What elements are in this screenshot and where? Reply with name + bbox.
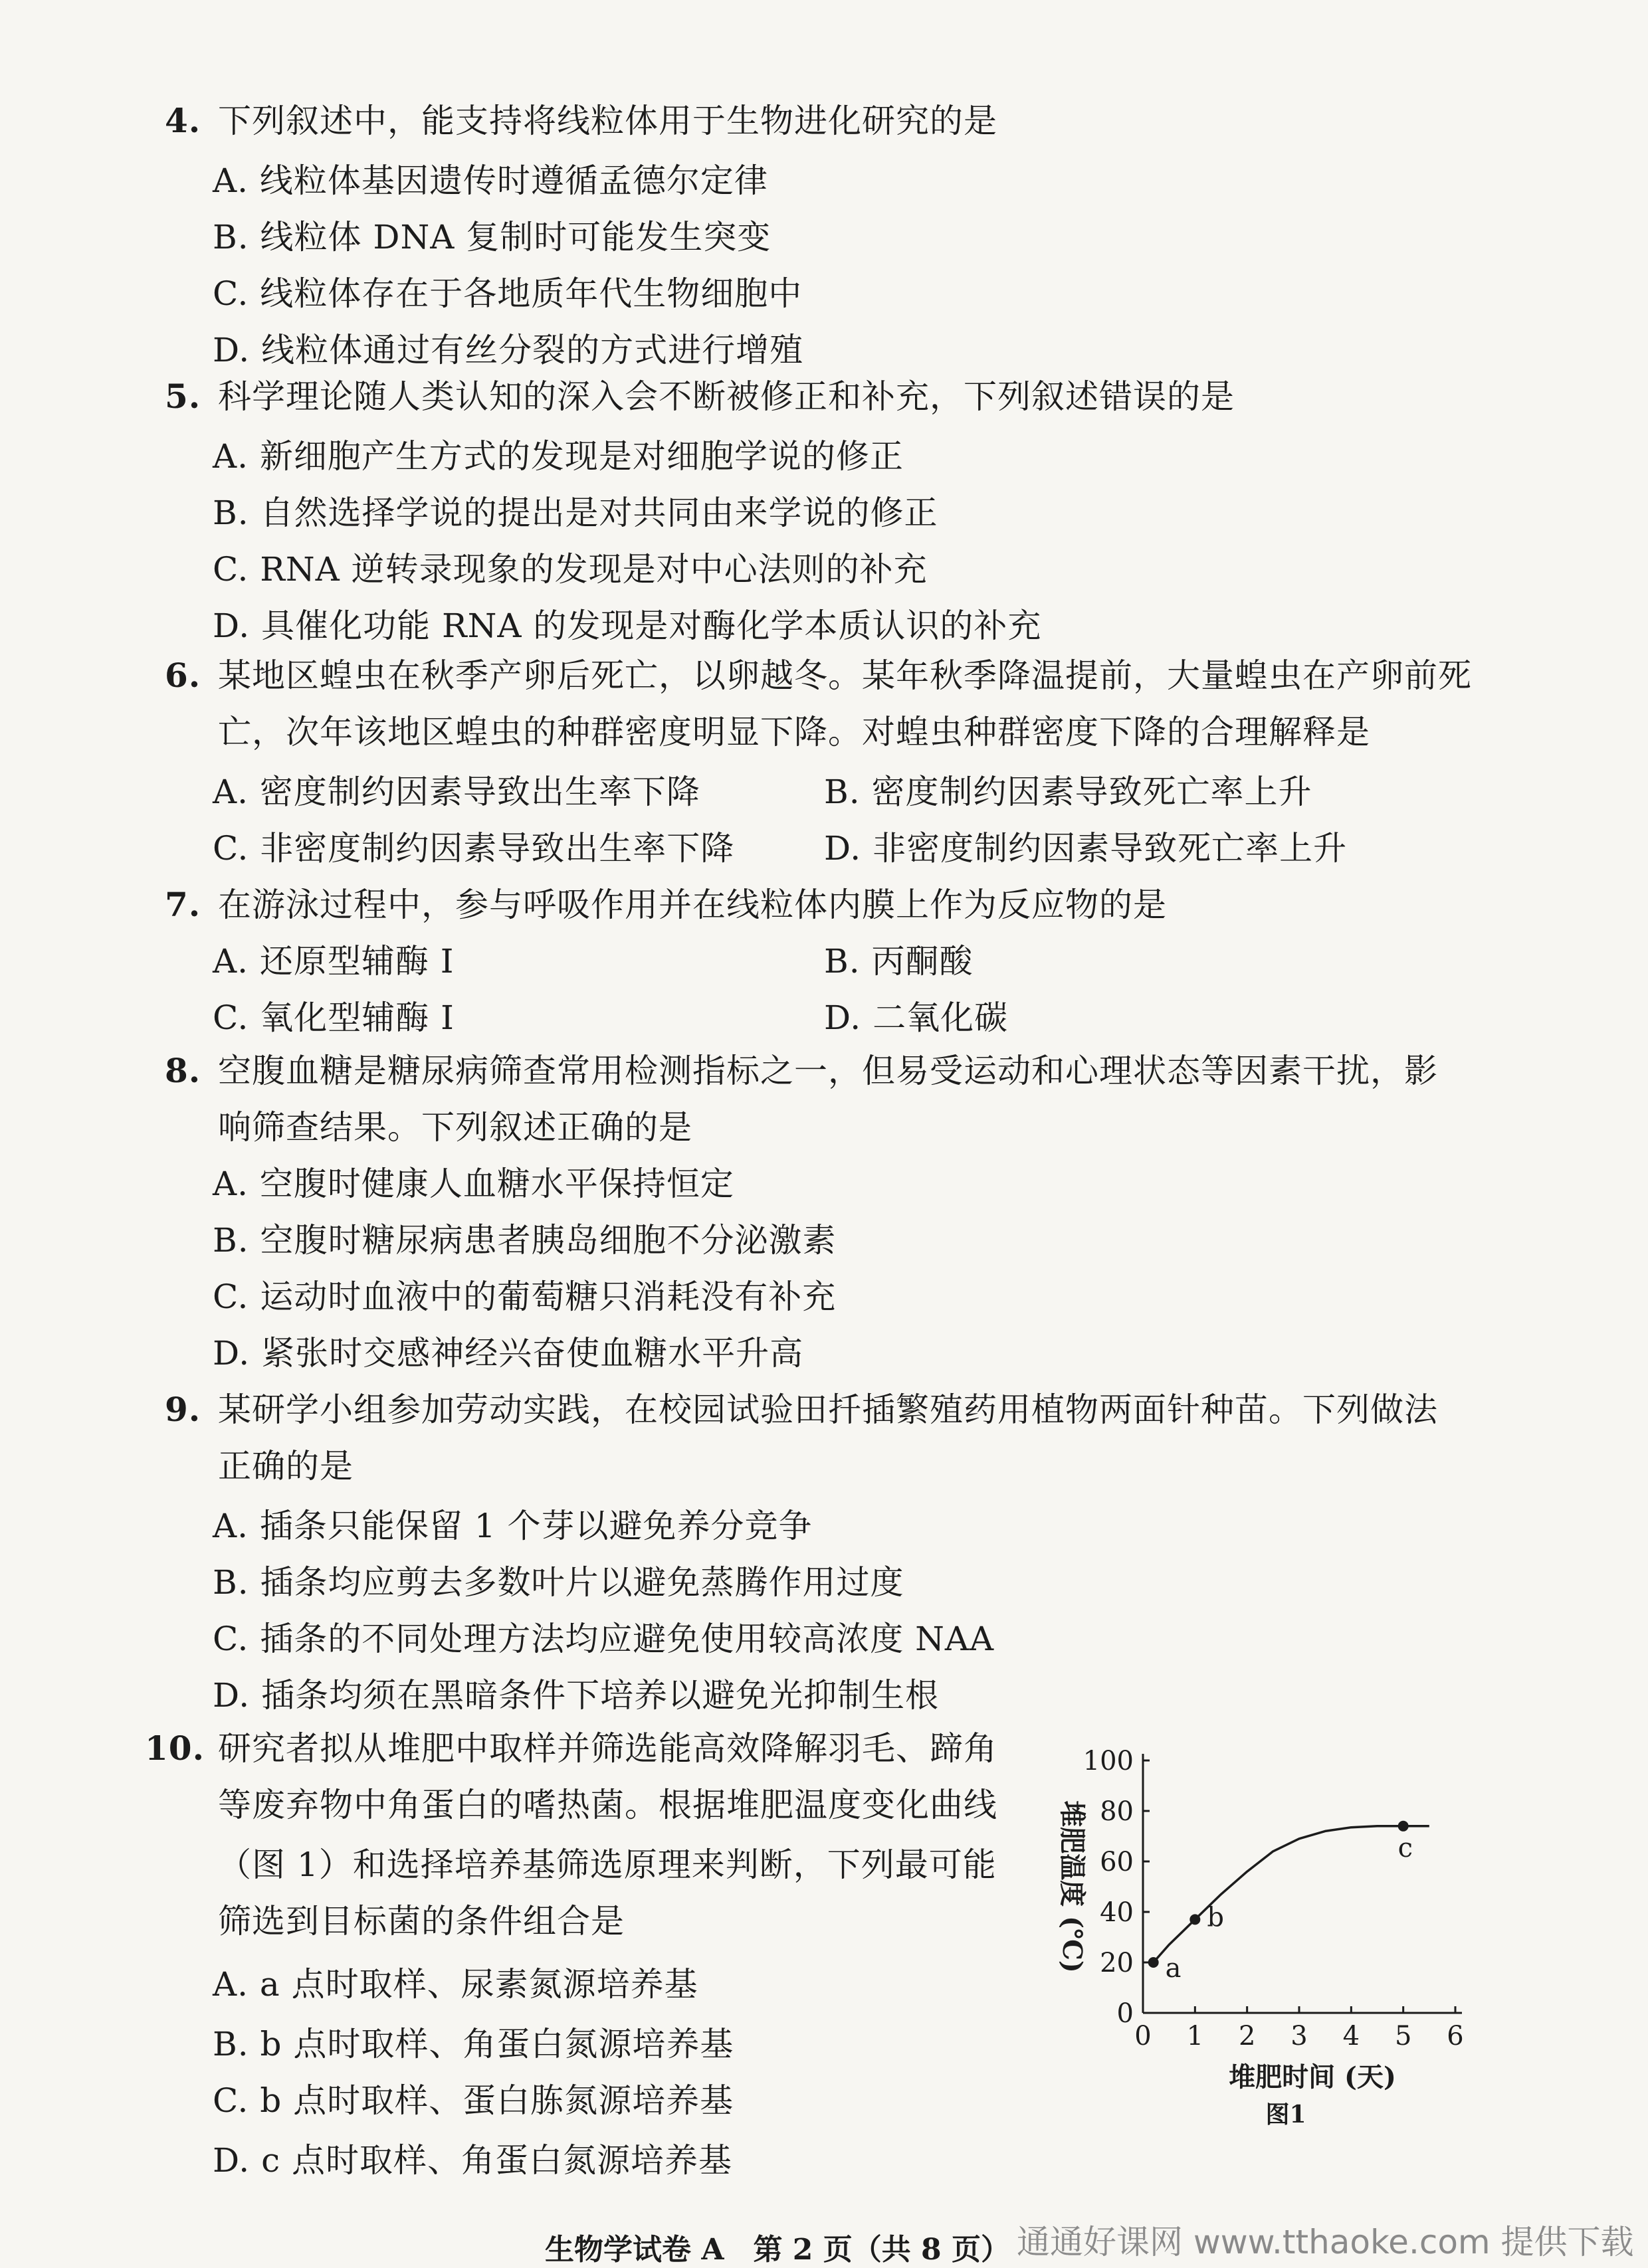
answer-option: B. 线粒体 DNA 复制时可能发生突变 bbox=[213, 218, 772, 256]
y-tick-label: 20 bbox=[1100, 1948, 1134, 1978]
answer-option: D. 紧张时交感神经兴奋使血糖水平升高 bbox=[213, 1334, 804, 1372]
x-tick-label: 2 bbox=[1238, 2021, 1256, 2051]
x-axis-label: 堆肥时间 (天) bbox=[1229, 2061, 1396, 2093]
question-stem: 亡，次年该地区蝗虫的种群密度明显下降。对蝗虫种群密度下降的合理解释是 bbox=[218, 713, 1370, 751]
answer-option: B. 丙酮酸 bbox=[824, 942, 974, 981]
question-stem: 下列叙述中，能支持将线粒体用于生物进化研究的是 bbox=[218, 102, 997, 140]
answer-option: D. 线粒体通过有丝分裂的方式进行增殖 bbox=[213, 331, 804, 369]
question-stem: 研究者拟从堆肥中取样并筛选能高效降解羽毛、蹄角 bbox=[218, 1729, 997, 1768]
answer-option: A. a 点时取样、尿素氮源培养基 bbox=[213, 1965, 698, 2004]
question-number: 7. bbox=[165, 885, 201, 924]
x-tick-label: 4 bbox=[1342, 2021, 1360, 2051]
question-number: 4. bbox=[165, 101, 201, 140]
answer-option: C. b 点时取样、蛋白胨氮源培养基 bbox=[213, 2081, 734, 2120]
question-number: 8. bbox=[165, 1051, 201, 1090]
question-number: 10. bbox=[145, 1729, 205, 1768]
question-stem: 在游泳过程中，参与呼吸作用并在线粒体内膜上作为反应物的是 bbox=[218, 886, 1167, 924]
y-tick-label: 0 bbox=[1116, 1998, 1134, 2029]
data-point-b bbox=[1189, 1914, 1200, 1925]
question-stem: （图 1）和选择培养基筛选原理来判断，下列最可能 bbox=[218, 1845, 997, 1884]
answer-option: B. 密度制约因素导致死亡率上升 bbox=[824, 773, 1312, 811]
answer-option: C. 插条的不同处理方法均应避免使用较高浓度 NAA bbox=[213, 1620, 995, 1658]
x-tick-label: 0 bbox=[1134, 2021, 1152, 2051]
watermark-text: 通通好课网 www.tthaoke.com 提供下载 bbox=[1017, 2223, 1634, 2261]
data-point-a bbox=[1148, 1957, 1159, 1968]
y-tick-label: 100 bbox=[1082, 1746, 1134, 1776]
answer-option: A. 密度制约因素导致出生率下降 bbox=[213, 773, 700, 811]
point-label-c: c bbox=[1397, 1832, 1413, 1863]
compost-temperature-chart bbox=[1023, 1734, 1502, 2132]
question-stem: 某地区蝗虫在秋季产卵后死亡，以卵越冬。某年秋季降温提前，大量蝗虫在产卵前死 bbox=[218, 656, 1472, 695]
y-axis-label: 堆肥温度 (℃) bbox=[1057, 1800, 1088, 1973]
question-number: 9. bbox=[165, 1390, 201, 1429]
question-stem: 科学理论随人类认知的深入会不断被修正和补充，下列叙述错误的是 bbox=[218, 377, 1235, 416]
y-tick-label: 80 bbox=[1100, 1796, 1134, 1827]
answer-option: D. 具催化功能 RNA 的发现是对酶化学本质认识的补充 bbox=[213, 607, 1042, 645]
answer-option: B. 空腹时糖尿病患者胰岛细胞不分泌激素 bbox=[213, 1221, 837, 1260]
question-stem: 空腹血糖是糖尿病筛查常用检测指标之一，但易受运动和心理状态等因素干扰，影 bbox=[218, 1052, 1438, 1090]
point-label-a: a bbox=[1165, 1953, 1182, 1984]
answer-option: D. 二氧化碳 bbox=[824, 998, 1009, 1037]
answer-option: A. 线粒体基因遗传时遵循孟德尔定律 bbox=[213, 161, 768, 200]
temperature-curve bbox=[1154, 1826, 1429, 1962]
answer-option: C. 运动时血液中的葡萄糖只消耗没有补充 bbox=[213, 1277, 837, 1316]
data-point-c bbox=[1398, 1821, 1409, 1832]
question-stem: 某研学小组参加劳动实践，在校园试验田扦插繁殖药用植物两面针种苗。下列做法 bbox=[218, 1390, 1438, 1429]
question-number: 5. bbox=[165, 377, 201, 416]
y-tick-label: 40 bbox=[1100, 1897, 1134, 1928]
answer-option: B. 插条均应剪去多数叶片以避免蒸腾作用过度 bbox=[213, 1563, 904, 1602]
question-stem: 筛选到目标菌的条件组合是 bbox=[218, 1902, 625, 1940]
page-footer: 生物学试卷 A 第 2 页（共 8 页） bbox=[545, 2233, 1010, 2267]
answer-option: C. RNA 逆转录现象的发现是对中心法则的补充 bbox=[213, 550, 928, 589]
answer-option: C. 线粒体存在于各地质年代生物细胞中 bbox=[213, 274, 803, 313]
x-tick-label: 1 bbox=[1186, 2021, 1204, 2051]
question-number: 6. bbox=[165, 656, 201, 695]
answer-option: A. 还原型辅酶 I bbox=[213, 942, 455, 981]
answer-option: A. 空腹时健康人血糖水平保持恒定 bbox=[213, 1165, 734, 1203]
x-tick-label: 6 bbox=[1447, 2021, 1464, 2051]
answer-option: D. c 点时取样、角蛋白氮源培养基 bbox=[213, 2141, 732, 2180]
y-tick-label: 60 bbox=[1100, 1847, 1134, 1877]
figure-caption: 图1 bbox=[1265, 2101, 1306, 2128]
answer-option: B. 自然选择学说的提出是对共同由来学说的修正 bbox=[213, 494, 938, 532]
question-stem: 正确的是 bbox=[218, 1447, 354, 1485]
question-stem: 等废弃物中角蛋白的嗜热菌。根据堆肥温度变化曲线 bbox=[218, 1786, 997, 1824]
answer-option: B. b 点时取样、角蛋白氮源培养基 bbox=[213, 2025, 734, 2063]
x-tick-label: 5 bbox=[1394, 2021, 1412, 2051]
answer-option: A. 新细胞产生方式的发现是对细胞学说的修正 bbox=[213, 437, 904, 476]
answer-option: A. 插条只能保留 1 个芽以避免养分竞争 bbox=[213, 1507, 813, 1545]
x-tick-label: 3 bbox=[1290, 2021, 1308, 2051]
question-stem: 响筛查结果。下列叙述正确的是 bbox=[218, 1108, 692, 1147]
point-label-b: b bbox=[1207, 1902, 1224, 1933]
answer-option: D. 非密度制约因素导致死亡率上升 bbox=[824, 829, 1348, 868]
answer-option: D. 插条均须在黑暗条件下培养以避免光抑制生根 bbox=[213, 1676, 940, 1715]
answer-option: C. 氧化型辅酶 I bbox=[213, 998, 455, 1037]
answer-option: C. 非密度制约因素导致出生率下降 bbox=[213, 829, 735, 868]
